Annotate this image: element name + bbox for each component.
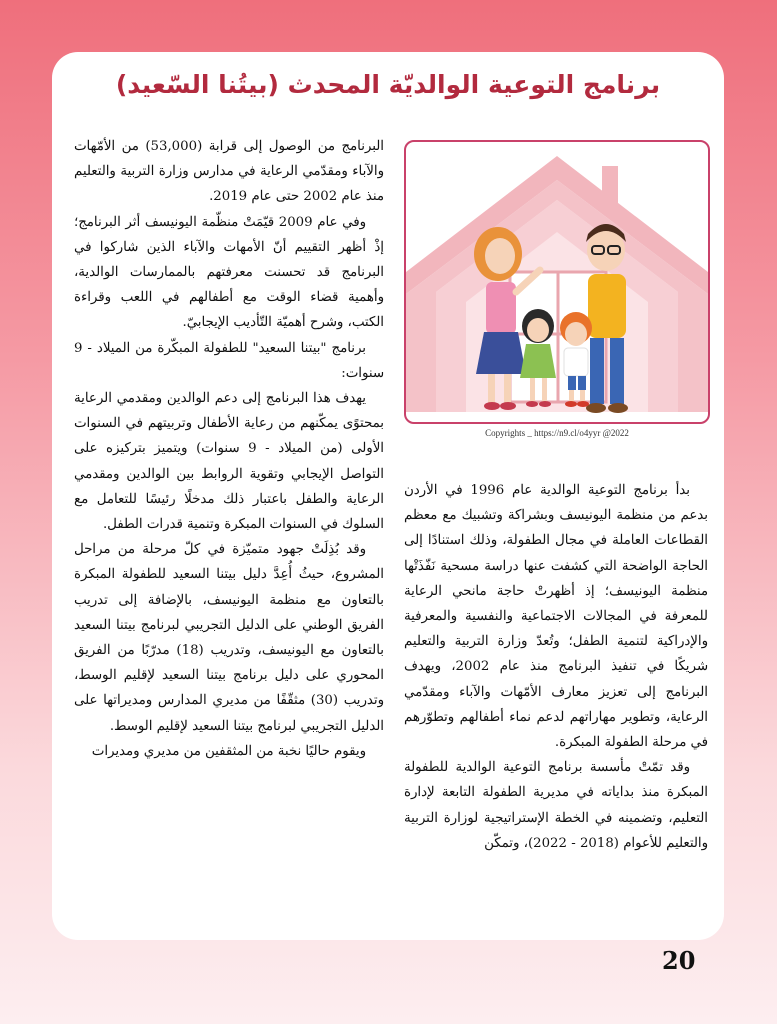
family-house-illustration-icon bbox=[406, 142, 708, 422]
paragraph: يهدف هذا البرنامج إلى دعم الوالدين ومقدمي الرعاية بمحتوًى يمكّنهم من رعاية الأطفال وتربيتهم في السنوات الأولى (من الميلاد - 9 سنوات) ويتميز بتركيزه على التواصل الإيجابي وتقوية الروابط بين الوالدين ومقدمي الرعاية والطفل باعتبار ذلك مدخلًا رئيسًا للتعامل مع السلوك في السنوات المبكرة وتنمية قدرات الطفل. bbox=[74, 391, 384, 533]
paragraph: ويقوم حاليًا نخبة من المثقفين من مديري ومديرات bbox=[91, 743, 366, 759]
paragraph: وفي عام 2009 قيّمَتْ منظّمة اليونيسف أثر البرنامج؛ إذْ أظهر التقييم أنّ الأمهات والآباء الذين شاركوا في البرنامج قد تحسنت معرفتهم بالممارسات الوالدية، وأهمية قضاء الوقت مع أطفالهم في اللعب وقراءة الكتب، وشرح أهميّة التّأديب الإيجابيّ. bbox=[74, 214, 384, 331]
text-column-right bbox=[404, 478, 708, 856]
section-heading: برنامج "بيتنا السعيد" للطفولة المبكّرة من الميلاد - 9 سنوات: bbox=[74, 340, 384, 381]
page-title: برنامج التوعية الوالديّة المحدث (بيتُنا السّعيد) bbox=[115, 70, 661, 99]
image-credit: Copyrights _ https://n9.cl/o4yyr @2022 bbox=[485, 428, 629, 438]
paragraph: وقد تمّتْ مأسسة برنامج التوعية الوالدية للطفولة المبكرة منذ بداياته في مديرية الطفولة التابعة لإدارة التعليم، وتضمينه في الخطة الإستراتيجية لوزارة التربية والتعليم للأعوام (2018 - 2022)، وتمكّن bbox=[404, 760, 708, 851]
paragraph: البرنامج من الوصول إلى قرابة (53,000) من الأمّهات والآباء ومقدّمي الرعاية في مدارس وزارة التربية والتعليم منذ عام 2002 حتى عام 2019. bbox=[74, 139, 385, 205]
paragraph: بدأ برنامج التوعية الوالدية عام 1996 في الأردن بدعم من منظمة اليونيسف وبشراكة وتشبيك مع معظم القطاعات العاملة في مجال الطفولة، وذلك استنادًا إلى الحاجة الواضحة التي كشفت عنها دراسة مسحية نَفّذَتْها منظمة اليونيسف؛ إذ أظهرتْ حاجة مانحي الرعاية للمعرفة في المجالات الاجتماعية والنفسية والمعرفية والإدراكية لتنمية الطفل؛ وتُعدّ وزارة التربية والتعليم شريكًا في تنفيذ البرنامج منذ عام 2002، ويهدف البرنامج إلى تعزيز معارف الأمّهات والآباء ومقدّمي الرعاية، وتطوير مهاراتهم لدعم نماء أطفالهم وتطوّرهم في مرحلة الطفولة المبكرة. bbox=[404, 483, 708, 751]
text-column-left bbox=[74, 134, 384, 764]
paragraph: وقد بُذِلَتْ جهود متميّزة في كلّ مرحلة من مراحل المشروع، حيثُ أُعِدَّ دليل بيتنا السعيد للطفولة المبكرة بالتعاون مع منظمة اليونيسف، بالإضافة إلى تدريب الفريق الوطني على الدليل التجريبي لبرنامج بيتنا السعيد بالتعاون مع اليونيسف، وتدريب (18) مدرّبًا من الفريق المحوري على دليل برنامج بيتنا السعيد لإقليم الوسط، وتدريب (30) مثقّفًا من مديري المدارس ومديراتها على الدليل التجريبي لبرنامج بيتنا السعيد لإقليم الوسط. bbox=[74, 542, 384, 734]
family-illustration bbox=[404, 140, 710, 424]
page-card bbox=[52, 52, 724, 940]
page-number: 20 bbox=[662, 946, 696, 975]
